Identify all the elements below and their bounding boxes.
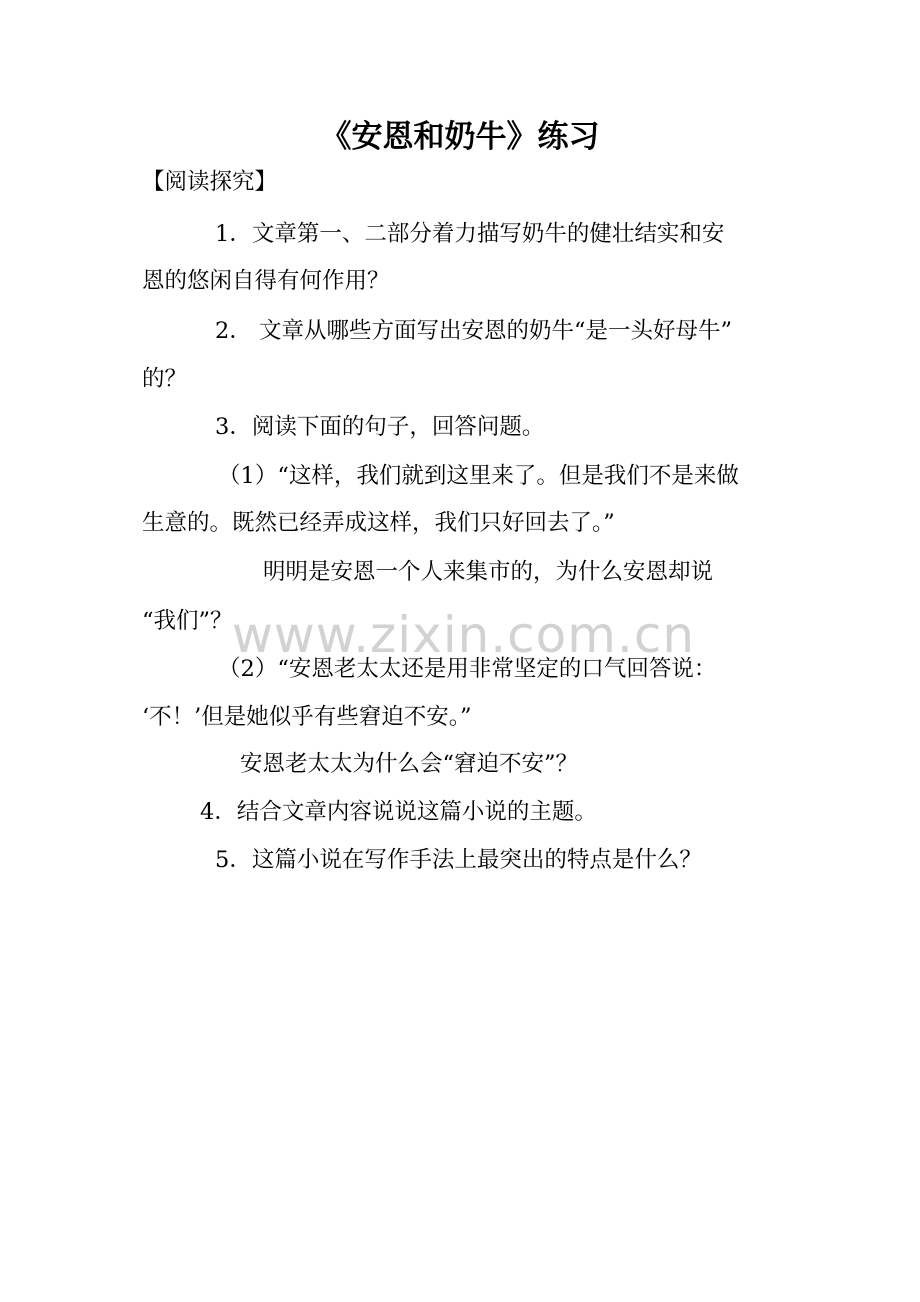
watermark: www.zixin.com.cn	[232, 606, 696, 664]
document-title: 《安恩和奶牛》练习	[320, 119, 600, 155]
section-heading: 【阅读探究】	[142, 169, 278, 195]
question-1-line-2: 恩的悠闲自得有何作用？	[142, 268, 390, 294]
sub-question-1-prompt-line-2: “我们”？	[142, 608, 233, 634]
sub-question-2-quote-line-2: ‘不！’但是她似乎有些窘迫不安。”	[142, 704, 472, 730]
sub-question-2-prompt: 安恩老太太为什么会“窘迫不安”？	[240, 751, 579, 777]
question-2-line-2: 的？	[142, 366, 188, 392]
sub-question-2-quote-line-1: （2）“安恩老太太还是用非常坚定的口气回答说：	[218, 656, 717, 682]
question-5-line: 5．这篇小说在写作手法上最突出的特点是什么？	[215, 847, 702, 873]
sub-question-1-quote-line-1: （1）“这样，我们就到这里来了。但是我们不是来做	[218, 463, 739, 489]
sub-question-1-prompt-line-1: 明明是安恩一个人来集市的，为什么安恩却说	[263, 559, 714, 585]
sub-question-1-quote-line-2: 生意的。既然已经弄成这样，我们只好回去了。”	[142, 510, 615, 536]
question-1-line-1: 1．文章第一、二部分着力描写奶牛的健壮结实和安	[215, 221, 725, 247]
question-2-line-1: 2． 文章从哪些方面写出安恩的奶牛“是一头好母牛”	[215, 318, 732, 344]
question-4-line: 4．结合文章内容说说这篇小说的主题。	[200, 799, 597, 825]
question-3-line: 3．阅读下面的句子，回答问题。	[215, 414, 545, 440]
